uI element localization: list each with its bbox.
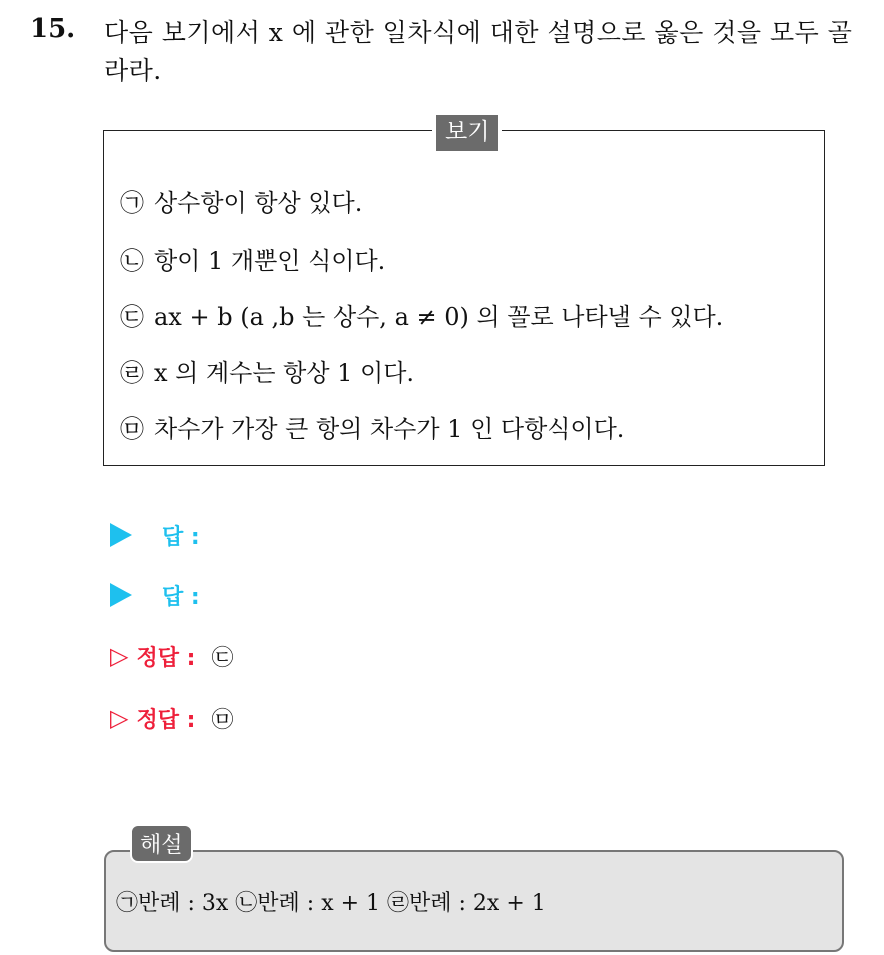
bogi-item-mark: ㉤ bbox=[120, 415, 144, 443]
play-triangle-icon bbox=[110, 583, 132, 607]
explanation-box bbox=[104, 833, 844, 952]
bogi-item-2 bbox=[120, 241, 385, 276]
bogi-item-text: 상수항이 항상 있다. bbox=[154, 189, 363, 217]
bogi-item-text: 항이 1 개뿐인 식이다. bbox=[154, 247, 386, 275]
explanation-text: ㉠반례 : 3x ㉡반례 : x + 1 ㉣반례 : 2x + 1 bbox=[116, 891, 546, 916]
correct-answer-label: 정답 : bbox=[136, 707, 196, 733]
correct-answer-value: ㉤ bbox=[211, 707, 234, 733]
bogi-item-mark: ㉡ bbox=[120, 247, 144, 275]
bogi-item-text: 차수가 가장 큰 항의 차수가 1 인 다항식이다. bbox=[154, 415, 625, 443]
question-text: 다음 보기에서 x 에 관한 일차식에 대한 설명으로 옳은 것을 모두 골라라. bbox=[104, 18, 853, 85]
correct-answer-1 bbox=[110, 640, 233, 672]
bogi-item-5 bbox=[120, 409, 624, 444]
bogi-item-text: x 의 계수는 항상 1 이다. bbox=[154, 359, 415, 387]
outline-triangle-icon: ▷ bbox=[110, 642, 129, 670]
bogi-item-mark: ㉢ bbox=[120, 303, 144, 331]
answer-label: 답 : bbox=[162, 584, 200, 610]
explanation-label: 해설 bbox=[130, 824, 193, 863]
outline-triangle-icon: ▷ bbox=[110, 704, 129, 732]
bogi-item-3 bbox=[120, 297, 723, 332]
bogi-item-mark: ㉠ bbox=[120, 189, 144, 217]
bogi-item-mark: ㉣ bbox=[120, 359, 144, 387]
answer-blank-1 bbox=[110, 519, 200, 551]
bogi-item-1 bbox=[120, 183, 362, 218]
bogi-label: 보기 bbox=[432, 115, 502, 151]
correct-answer-value: ㉢ bbox=[211, 645, 234, 671]
bogi-item-4 bbox=[120, 353, 414, 388]
answer-label: 답 : bbox=[162, 524, 200, 550]
correct-answer-label: 정답 : bbox=[136, 645, 196, 671]
play-triangle-icon bbox=[110, 523, 132, 547]
bogi-item-text: ax + b (a ,b 는 상수, a ≠ 0) 의 꼴로 나타낼 수 있다. bbox=[154, 303, 724, 331]
question-number: 15. bbox=[30, 14, 76, 44]
bogi-box bbox=[103, 119, 825, 466]
answer-blank-2 bbox=[110, 579, 200, 611]
correct-answer-2 bbox=[110, 702, 233, 734]
